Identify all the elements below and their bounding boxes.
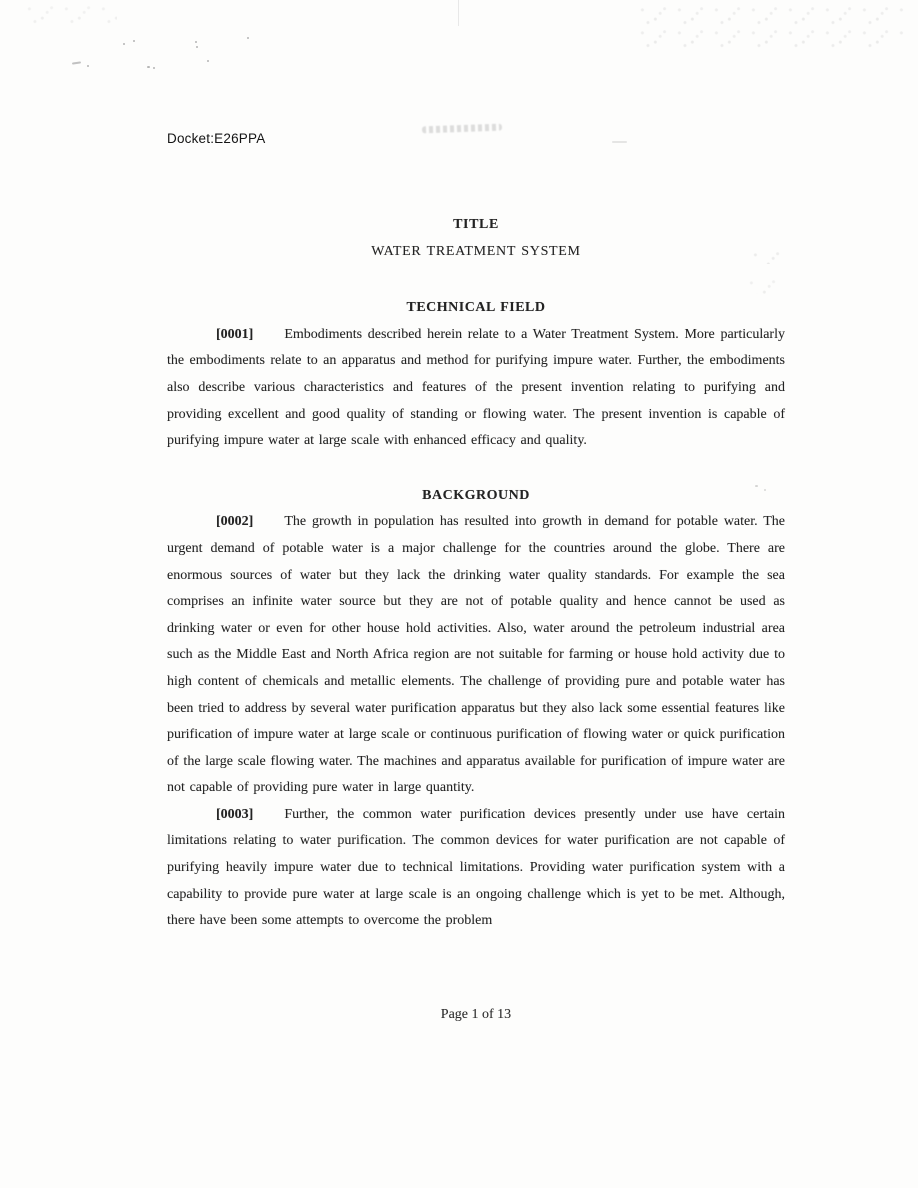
scan-artifact [123,43,125,45]
document-title: WATER TREATMENT SYSTEM [371,243,581,259]
scan-artifact [458,0,459,26]
paragraph-text: Embodiments described herein relate to a Water Treatment System. More particularly the embodiments relate to an apparatus and method for purifying impure water. Further, the embodiments also describe various characteristics and features of the present invention relating to purifying and providing excellent and good quality of standing or flowing water. The present invention is capable of purifying impure water at large scale with enhanced efficacy and quality. [167,326,785,449]
scan-artifact [612,141,627,143]
scan-artifact [196,46,198,48]
paragraph-text: The growth in population has resulted into growth in demand for potable water. The urgent demand of potable water is a major challenge for the countries around the globe. There are enormous sources of water but they lack the drinking water quality standards. For example the sea comprises an infinite water source but they are not of potable quality and hence cannot be used as drinking water or even for other house hold activities. Also, water around the petroleum industrial area such as the Middle East and North Africa region are not suitable for farming or house hold activity due to high content of chemicals and metallic elements. The challenge of providing pure and potable water has been tried to address by several water purification apparatus but they also lack some essential features like purification of impure water at large scale or continuous purification of flowing water or quick purification of the large scale flowing water. The machines and apparatus available for purification of impure water are not capable of providing pure water in large quantity. [167,514,785,796]
paragraph-0002 [167,509,785,802]
paragraph-number: [0001] [216,326,254,342]
section-heading-technical-field: TECHNICAL FIELD [406,300,546,316]
scan-artifact [635,3,905,53]
paragraph-text: Further, the common water purification devices presently under use have certain limitations relating to water purification. The common devices for water purification are not capable of purifying heavily impure water due to technical limitations. Providing water purification system with a capability to provide pure water at large scale is an ongoing challenge which is yet to be met. Although, there have been some attempts to overcome the problem [167,806,785,929]
scan-artifact [22,2,117,26]
scan-artifact [422,124,502,134]
paragraph-0001 [167,322,785,455]
section-heading-background: BACKGROUND [422,487,530,503]
scan-artifact [87,65,89,67]
scan-artifact [247,37,249,39]
paragraph-0003 [167,802,785,935]
scan-artifact [153,67,155,69]
scan-artifact [207,60,209,62]
title-heading: TITLE [453,217,499,232]
scan-artifact [195,41,197,43]
page-number-footer: Page 1 of 13 [440,1007,512,1022]
scan-artifact [147,66,150,68]
paragraph-number: [0002] [216,514,254,530]
scan-artifact [133,40,135,42]
scan-artifact [72,61,81,64]
docket-number: Docket:E26PPA [167,131,266,146]
document-body [167,212,785,935]
paragraph-number: [0003] [216,806,254,822]
